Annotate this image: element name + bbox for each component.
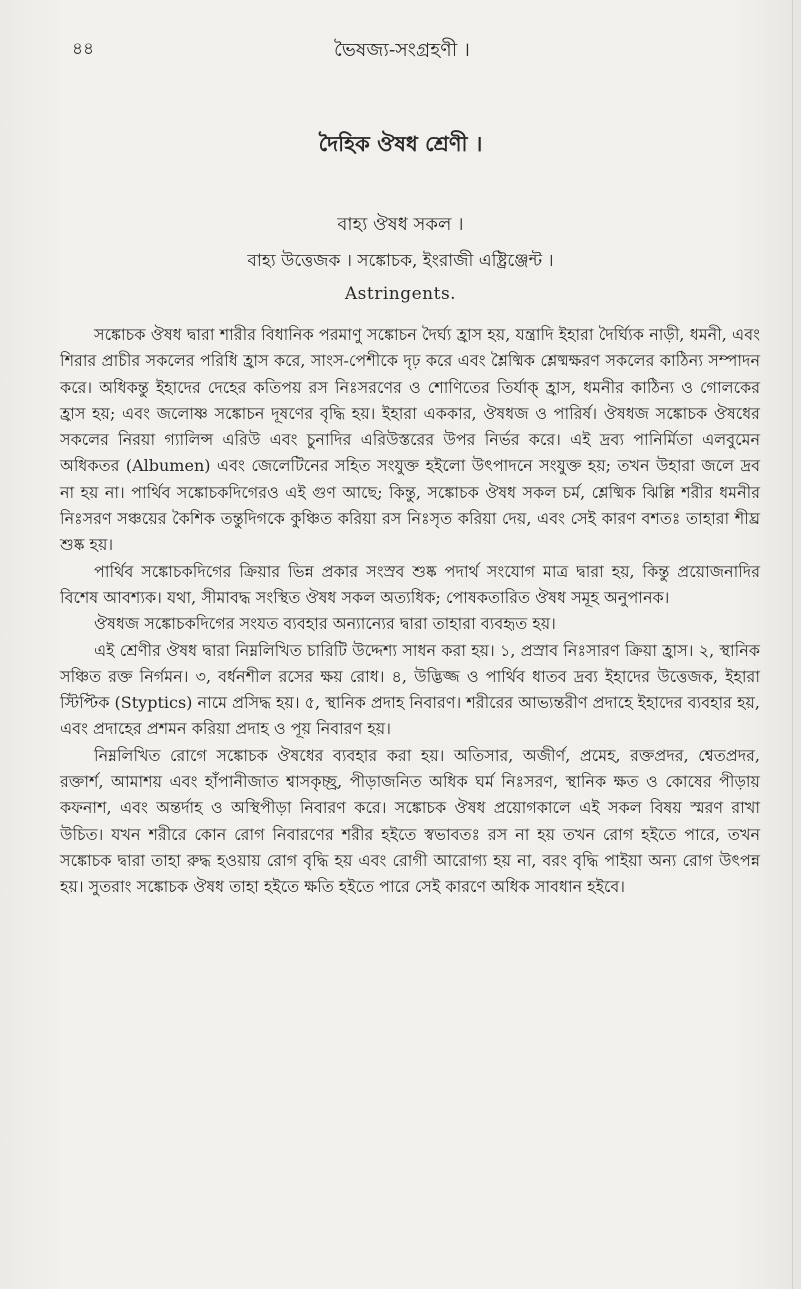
subsection-heading: বাহ্য উত্তেজক । সঙ্কোচক, ইংরাজী এষ্ট্রিঞ্জেন্ট । — [247, 251, 554, 271]
paragraph: নিম্নলিখিত রোগে সঙ্কোচক ঔষধের ব্যবহার করা হয়। অতিসার, অজীর্ণ, প্রমেহ, রক্তপ্রদর, শ্বেতপ্রদর, রক্তার্শ, আমাশয় এবং হাঁপানীজাত শ্বাসকৃচ্ছ্র, পীড়াজনিত অধিক ঘর্ম নিঃসরণ, স্থানিক ক্ষত ও কোষের পীড়ায় কফনাশ, এবং অন্তর্দাহ ও অস্থিপীড়া নিবারণ করে। সঙ্কোচক ঔষধ প্রয়োগকালে এই সকল বিষয় স্মরণ রাখা উচিত। যখন শরীরে কোন রোগ নিবারণের শরীর হইতে স্বভাবতঃ রস না হয় তখন রোগ হইতে পারে, তখন সঙ্কোচক দ্বারা তাহা রুদ্ধ হওয়ায় রোগ বৃদ্ধি হয় এবং রোগী আরোগ্য হয় না, বরং বৃদ্ধি পাইয়া অন্য রোগ উৎপন্ন হয়। সুতরাং সঙ্কোচক ঔষধ তাহা হইতে ক্ষতি হইতে পারে সেই কারণে অধিক সাবধান হইবে। — [60, 745, 760, 897]
page-number: ৪৪ — [72, 39, 95, 59]
page-edge — [792, 0, 793, 1289]
paragraph: পার্থিব সঙ্কোচকদিগের ক্রিয়ার ভিন্ন প্রকার সংস্রব শুষ্ক পদার্থ সংযোগ মাত্র দ্বারা হয়, কিন্তু প্রয়োজনাদির বিশেষ আবশ্যক। যথা, সীমাবদ্ধ সংস্থিত ঔষধ সকল অত্যধিক; পোষকতারিত ঔষধ সমূহ অনুপানক। — [60, 561, 760, 607]
paragraph: সঙ্কোচক ঔষধ দ্বারা শারীর বিধানিক পরমাণু সঙ্কোচন দৈর্ঘ্য হ্রাস হয়, যন্ত্রাদি ইহারা দৈর্ঘ্যিক নাড়ী, ধমনী, এবং শিরার প্রাচীর সকলের পরিধি হ্রাস করে, সাংস-পেশীকে দৃঢ় করে এবং শ্লৈষ্মিক শ্লেষ্মক্ষরণ সকলের কাঠিন্য সম্পাদন করে। অধিকন্তু ইহাদের দেহের কতিপয় রস নিঃসরণের ও শোণিতের তির্যাক্ হ্রাস, ধমনীর কাঠিন্য ও গোলকের হ্রাস হয়; এবং জলোষ্ণ সঙ্কোচন দূষণের বৃদ্ধি হয়। ইহারা এককার, ঔষধজ ও পারির্ষ। ঔষধজ সঙ্কোচক ঔষধের সকলের নিরয়া গ্যালিন্স এরিউ এবং চুনাদির এরিউস্তরের উপর নির্ভর করে। এই দ্রব্য পানির্মিতা এলবুমেন অধিকতর (Albumen) এবং জেলেটিনের সহিত সংযুক্ত হইলো উৎপাদনে সংযুক্ত হয়; তখন উহারা জলে দ্রব না হয় না। পার্থিব সঙ্কোচকদিগেরও এই গুণ আছে; কিন্তু, সঙ্কোচক ঔষধ সকল চর্ম, শ্লেষ্মিক ঝিল্লি শরীর ধমনীর নিঃসরণ সঞ্চয়ের কৈশিক তন্তুদিগকে কুঞ্চিত করিয়া রস নিঃসৃত করিয়া দেয়, এবং সেই কারণ বশতঃ তাহারা শীঘ্র শুষ্ক হয়। — [60, 325, 760, 555]
paragraph: ঔষধজ সঙ্কোচকদিগের সংযত ব্যবহার অন্যান্যের দ্বারা তাহারা ব্যবহৃত হয়। — [94, 614, 556, 634]
chapter-title: দৈহিক ঔষধ শ্রেণী । — [318, 131, 483, 156]
section-title: বাহ্য ঔষধ সকল । — [337, 214, 464, 235]
body-text — [60, 322, 760, 901]
page-header — [72, 36, 732, 66]
paragraph: এই শ্রেণীর ঔষধ দ্বারা নিম্নলিখিত চারিটি উদ্দেশ্য সাধন করা হয়। ১, প্রস্রাব নিঃসারণ ক্রিয়া হ্রাস। ২, স্থানিক সঞ্চিত রক্ত নির্গমন। ৩, বর্ধনশীল রসের ক্ষয় রোধ। ৪, উদ্ভিজ্জ ও পার্থিব ধাতব দ্রব্য ইহাদের উত্তেজক, ইহারা স্টিপ্টিক (Styptics) নামে প্রসিদ্ধ হয়। ৫, স্থানিক প্রদাহ নিবারণ। শরীরের আভ্যন্তরীণ প্রদাহে ইহাদের ব্যবহার হয়, এবং প্রদাহের প্রশমন করিয়া প্রদাহ ও পূয় নিবারণ হয়। — [60, 640, 760, 739]
running-title: ভৈষজ্য-সংগ্রহণী । — [334, 39, 470, 61]
english-term: Astringents. — [344, 284, 457, 304]
